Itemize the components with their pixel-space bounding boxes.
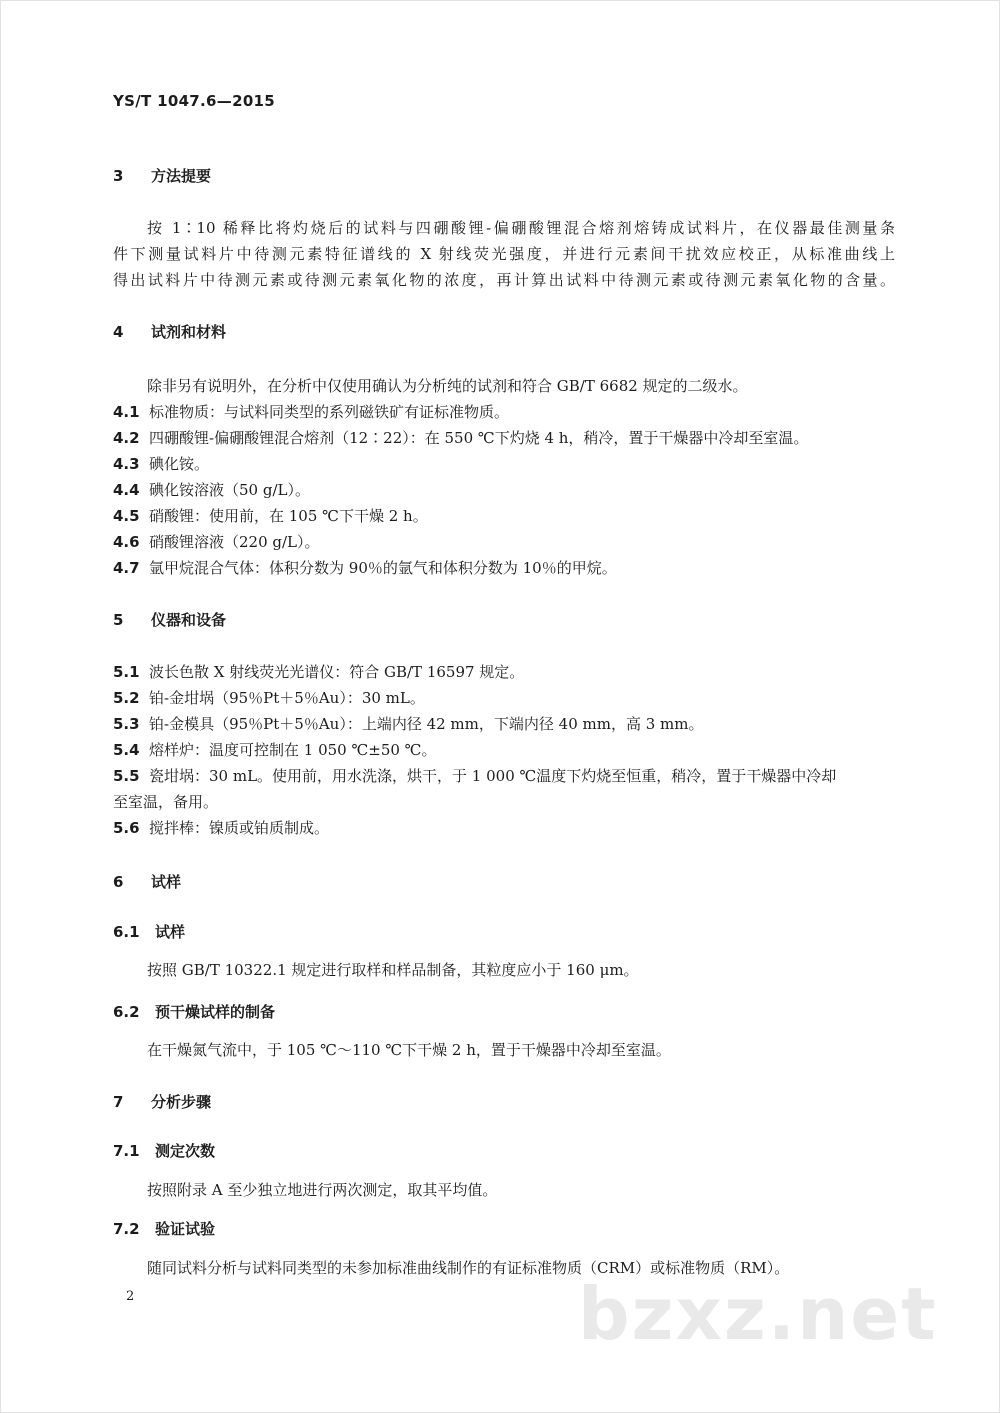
list-item xyxy=(113,740,436,760)
item-text: 硝酸锂溶液（220 g/L）。 xyxy=(149,533,320,551)
list-item xyxy=(113,662,524,682)
section-number: 4 xyxy=(113,323,124,341)
item-number: 4.1 xyxy=(113,403,140,421)
subsection-6-1-heading xyxy=(113,922,185,942)
item-text: 碘化铵溶液（50 g/L）。 xyxy=(149,481,310,499)
item-number: 5.4 xyxy=(113,741,140,759)
paragraph-line: 按照附录 A 至少独立地进行两次测定，取其平均值。 xyxy=(147,1181,498,1199)
list-item xyxy=(113,688,425,708)
list-item xyxy=(113,428,808,448)
section-3-heading xyxy=(113,166,211,186)
paragraph-line: 得出试料片中待测元素或待测元素氧化物的浓度，再计算出试料中待测元素或待测元素氧化物的含量。 xyxy=(113,271,895,289)
item-number: 5.1 xyxy=(113,663,140,681)
section-number: 6 xyxy=(113,873,124,891)
subsection-number: 6.2 xyxy=(113,1003,140,1021)
item-text: 标准物质：与试料同类型的系列磁铁矿有证标准物质。 xyxy=(149,403,510,421)
section-title: 方法提要 xyxy=(151,167,212,185)
standard-code: YS/T 1047.6—2015 xyxy=(113,92,276,110)
section-number: 7 xyxy=(113,1093,124,1111)
section-number: 5 xyxy=(113,611,124,629)
list-item xyxy=(113,506,428,526)
item-text: 硝酸锂：使用前，在 105 ℃下干燥 2 h。 xyxy=(149,507,428,525)
item-text: 铂-金模具（95％Pt＋5％Au）：上端内径 42 mm，下端内径 40 mm，高 3 mm。 xyxy=(149,715,704,733)
item-number: 4.6 xyxy=(113,533,140,551)
section-number: 3 xyxy=(113,167,124,185)
item-number: 4.3 xyxy=(113,455,140,473)
section-6-heading xyxy=(113,872,181,892)
item-number: 5.6 xyxy=(113,819,140,837)
subsection-title: 试样 xyxy=(155,923,186,941)
item-number: 5.5 xyxy=(113,767,140,785)
section-7-heading xyxy=(113,1092,211,1112)
item-text: 搅拌棒：镍质或铂质制成。 xyxy=(149,819,330,837)
item-text: 铂-金坩埚（95％Pt＋5％Au）：30 mL。 xyxy=(149,689,425,707)
section-5-heading xyxy=(113,610,226,630)
item-text: 四硼酸锂-偏硼酸锂混合熔剂（12∶22）：在 550 ℃下灼烧 4 h，稍冷，置于干燥器中冷却至室温。 xyxy=(149,429,809,447)
paragraph-line: 件下测量试料片中待测元素特征谱线的 X 射线荧光强度，并进行元素间干扰效应校正，从标准曲线上 xyxy=(113,245,895,263)
item-text: 碘化铵。 xyxy=(149,455,210,473)
item-number: 5.2 xyxy=(113,689,140,707)
section-4-heading xyxy=(113,322,226,342)
section-title: 试剂和材料 xyxy=(151,323,227,341)
list-item xyxy=(113,766,836,786)
paragraph-line: 按 1∶10 稀释比将灼烧后的试料与四硼酸锂-偏硼酸锂混合熔剂熔铸成试料片，在仪器最佳测量条 xyxy=(147,219,895,237)
subsection-title: 测定次数 xyxy=(155,1142,216,1160)
subsection-6-2-heading xyxy=(113,1002,275,1022)
subsection-title: 验证试验 xyxy=(155,1220,216,1238)
paragraph-line: 随同试料分析与试料同类型的未参加标准曲线制作的有证标准物质（CRM）或标准物质（RM）。 xyxy=(147,1259,790,1277)
list-item-continuation: 至室温，备用。 xyxy=(113,793,219,811)
paragraph-line: 除非另有说明外，在分析中仅使用确认为分析纯的试剂和符合 GB/T 6682 规定的二级水。 xyxy=(147,377,748,395)
subsection-7-1-heading xyxy=(113,1141,215,1161)
item-number: 4.7 xyxy=(113,559,140,577)
item-text: 波长色散 X 射线荧光光谱仪：符合 GB/T 16597 规定。 xyxy=(149,663,525,681)
list-item xyxy=(113,532,320,552)
list-item xyxy=(113,454,209,474)
item-number: 4.4 xyxy=(113,481,140,499)
item-text: 氩甲烷混合气体：体积分数为 90％的氩气和体积分数为 10％的甲烷。 xyxy=(149,559,617,577)
subsection-number: 7.1 xyxy=(113,1142,140,1160)
paragraph-line: 在干燥氮气流中，于 105 ℃～110 ℃下干燥 2 h，置于干燥器中冷却至室温。 xyxy=(147,1041,671,1059)
item-number: 4.2 xyxy=(113,429,140,447)
list-item xyxy=(113,818,329,838)
subsection-7-2-heading xyxy=(113,1219,215,1239)
paragraph-line: 按照 GB/T 10322.1 规定进行取样和样品制备，其粒度应小于 160 μm。 xyxy=(147,961,639,979)
subsection-number: 6.1 xyxy=(113,923,140,941)
item-number: 4.5 xyxy=(113,507,140,525)
section-title: 分析步骤 xyxy=(151,1093,212,1111)
subsection-title: 预干燥试样的制备 xyxy=(155,1003,276,1021)
list-item xyxy=(113,558,617,578)
list-item xyxy=(113,402,509,422)
list-item xyxy=(113,714,703,734)
watermark: bzxz.net xyxy=(578,1272,938,1356)
section-title: 试样 xyxy=(151,873,182,891)
section-title: 仪器和设备 xyxy=(151,611,227,629)
page-number: 2 xyxy=(126,1289,135,1304)
item-text: 熔样炉：温度可控制在 1 050 ℃±50 ℃。 xyxy=(149,741,437,759)
item-number: 5.3 xyxy=(113,715,140,733)
subsection-number: 7.2 xyxy=(113,1220,140,1238)
list-item xyxy=(113,480,310,500)
item-text: 瓷坩埚：30 mL。使用前，用水洗涤，烘干，于 1 000 ℃温度下灼烧至恒重，稍冷，置于干燥器中冷却 xyxy=(149,767,837,785)
